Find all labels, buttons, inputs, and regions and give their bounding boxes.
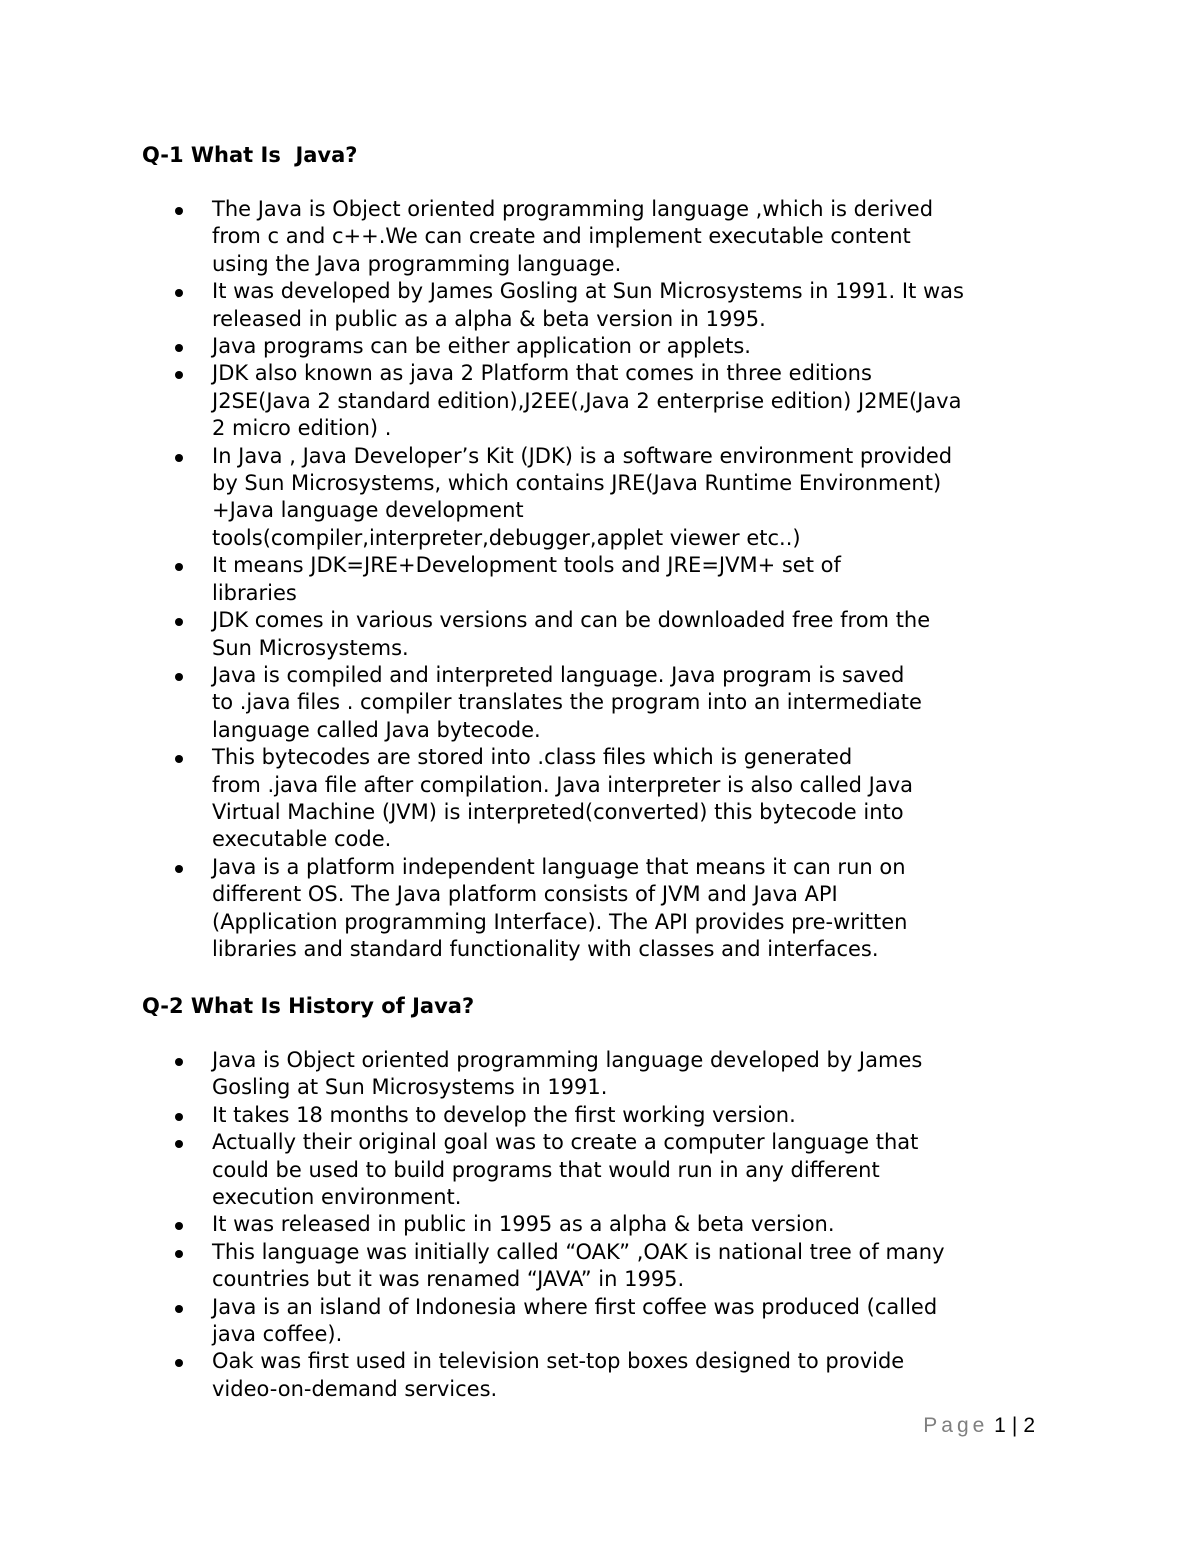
bullet-list-q2 — [142, 1047, 1072, 1403]
bullet-icon — [175, 371, 183, 379]
list-item — [142, 1102, 1072, 1129]
list-item-text: Java is Object oriented programming language developed by James Gosling at Sun Microsystems in 1991. — [212, 1048, 923, 1100]
list-item-text: This bytecodes are stored into .class files which is generated from .java file after compilation. Java interpreter is also called Java Virtual Machine (JVM) is interpreted(converted) this bytecode into executable code. — [212, 745, 914, 852]
page-footer — [923, 1412, 1035, 1440]
list-item-text: It means JDK=JRE+Development tools and JRE=JVM+ set of libraries — [212, 553, 841, 605]
list-item-text: It takes 18 months to develop the first working version. — [212, 1102, 796, 1127]
list-item — [142, 744, 1072, 854]
list-item-text: It was developed by James Gosling at Sun Microsystems in 1991. It was released in public as a alpha & beta version in 1995. — [212, 279, 964, 331]
list-item-text: It was released in public in 1995 as a alpha & beta version. — [212, 1212, 835, 1237]
list-item — [142, 196, 1072, 278]
list-item — [142, 1211, 1072, 1238]
bullet-icon — [175, 673, 183, 681]
list-item-text: Oak was first used in television set-top boxes designed to provide video-on-demand services. — [212, 1349, 905, 1401]
list-item — [142, 278, 1072, 333]
section-heading-q2: Q-2 What Is History of Java? — [142, 994, 475, 1018]
list-item-text: Java is an island of Indonesia where first coffee was produced (called java coffee). — [212, 1294, 938, 1347]
list-item-text: This language was initially called “OAK” ,OAK is national tree of many countries but it was renamed “JAVA” in 1995. — [212, 1239, 945, 1292]
bullet-icon — [175, 1250, 183, 1258]
list-item-text: The Java is Object oriented programming language ,which is derived from c and c++.We can create and implement executable content using the Java programming language. — [212, 197, 934, 276]
list-item-text: Java programs can be either application or applets. — [212, 334, 751, 359]
list-item-text: JDK also known as java 2 Platform that comes in three editions J2SE(Java 2 standard edition),J2EE(,Java 2 enterprise edition) J2ME(Java 2 micro edition) . — [212, 361, 962, 441]
bullet-icon — [175, 1058, 183, 1066]
page-label: Page — [923, 1414, 989, 1437]
bullet-icon — [175, 1222, 183, 1230]
list-item — [142, 1047, 1072, 1102]
list-item — [142, 360, 1072, 442]
bullet-icon — [175, 1359, 183, 1367]
bullet-icon — [175, 1140, 183, 1148]
bullet-icon — [175, 454, 183, 462]
list-item — [142, 552, 1072, 607]
list-item-text: Actually their original goal was to create a computer language that could be used to build programs that would run in any different execution environment. — [212, 1130, 919, 1210]
list-item-text: In Java , Java Developer’s Kit (JDK) is a software environment provided by Sun Microsystems, which contains JRE(Java Runtime Environment) +Java language development tools(compiler,interpreter,debugger,applet viewer etc..) — [212, 443, 953, 550]
list-item — [142, 1129, 1072, 1211]
page-separator: | — [1011, 1414, 1018, 1437]
bullet-icon — [175, 755, 183, 763]
list-item — [142, 854, 1072, 964]
list-item — [142, 1294, 1072, 1349]
bullet-icon — [175, 289, 183, 297]
total-page-number: 2 — [1023, 1414, 1035, 1437]
list-item-text: Java is compiled and interpreted language. Java program is saved to .java files . compiler translates the program into an intermediate language called Java bytecode. — [212, 662, 922, 742]
bullet-icon — [175, 344, 183, 352]
list-item — [142, 662, 1072, 744]
bullet-icon — [175, 865, 183, 873]
list-item — [142, 1348, 1072, 1403]
section-heading-q1: Q-1 What Is Java? — [142, 143, 358, 167]
list-item-text: JDK comes in various versions and can be downloaded free from the Sun Microsystems. — [212, 608, 931, 660]
current-page-number: 1 — [994, 1414, 1006, 1437]
bullet-icon — [175, 563, 183, 571]
list-item — [142, 607, 1072, 662]
list-item — [142, 333, 1072, 360]
list-item-text: Java is a platform independent language that means it can run on different OS. The Java platform consists of JVM and Java API (Application programming Interface). The API provides pre-written libraries and standard functionality with classes and interfaces. — [212, 854, 908, 961]
list-item — [142, 1239, 1072, 1294]
bullet-icon — [175, 1113, 183, 1121]
bullet-icon — [175, 207, 183, 215]
bullet-icon — [175, 618, 183, 626]
list-item — [142, 443, 1072, 553]
bullet-list-q1 — [142, 196, 1072, 963]
bullet-icon — [175, 1305, 183, 1313]
